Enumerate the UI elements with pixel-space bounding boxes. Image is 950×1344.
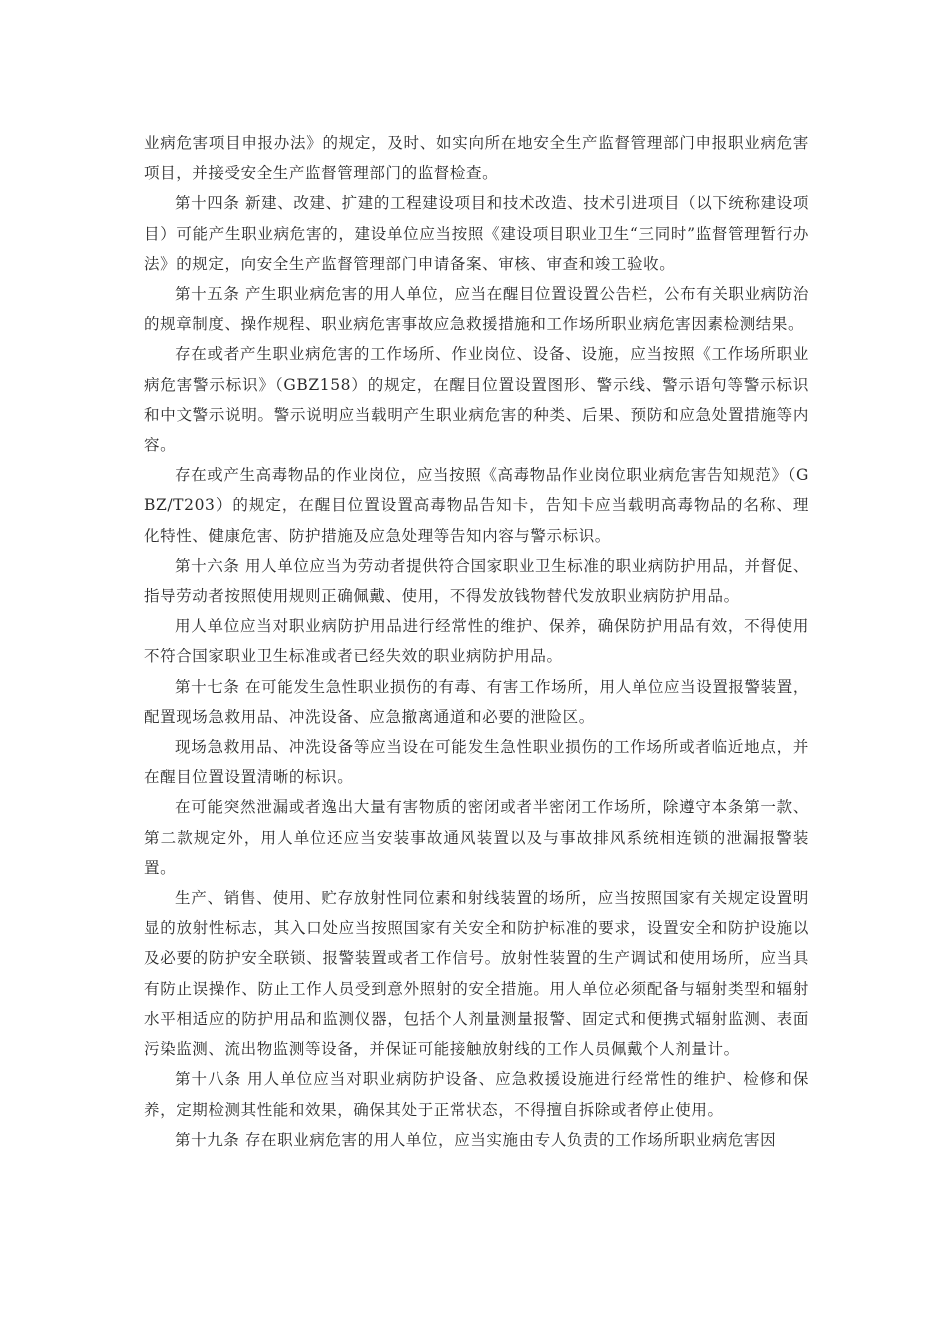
paragraph-protective-maintenance: 用人单位应当对职业病防护用品进行经常性的维护、保养，确保防护用品有效，不得使用不符合国家职业卫生标准或者已经失效的职业病防护用品。	[144, 617, 809, 666]
paragraph-toxic-notice-card: 存在或产生高毒物品的作业岗位，应当按照《高毒物品作业岗位职业病危害告知规范》（GBZ/T203）的规定，在醒目位置设置高毒物品告知卡，告知卡应当载明高毒物品的名称、理化特性、健康危害、防护措施及应急处理等告知内容与警示标识。	[144, 466, 809, 545]
paragraph-leak-ventilation: 在可能突然泄漏或者逸出大量有害物质的密闭或者半密闭工作场所，除遵守本条第一款、第二款规定外，用人单位还应当安装事故通风装置以及与事故排风系统相连锁的泄漏报警装置。	[144, 798, 809, 877]
paragraph-article-17: 第十七条 在可能发生急性职业损伤的有毒、有害工作场所，用人单位应当设置报警装置，配置现场急救用品、冲洗设备、应急撤离通道和必要的泄险区。	[144, 677, 809, 726]
paragraph-article-15: 第十五条 产生职业病危害的用人单位，应当在醒目位置设置公告栏，公布有关职业病防治的规章制度、操作规程、职业病危害事故应急救援措施和工作场所职业病危害因素检测结果。	[144, 285, 809, 334]
paragraph-article-19: 第十九条 存在职业病危害的用人单位，应当实施由专人负责的工作场所职业病危害因	[175, 1130, 777, 1149]
paragraph-article-18: 第十八条 用人单位应当对职业病防护设备、应急救援设施进行经常性的维护、检修和保养，定期检测其性能和效果，确保其处于正常状态，不得擅自拆除或者停止使用。	[144, 1070, 809, 1119]
paragraph-article-14: 第十四条 新建、改建、扩建的工程建设项目和技术改造、技术引进项目（以下统称建设项目）可能产生职业病危害的，建设单位应当按照《建设项目职业卫生“三同时”监督管理暂行办法》的规定，向安全生产监督管理部门申请备案、审核、审查和竣工验收。	[144, 194, 809, 273]
paragraph-first-aid-location: 现场急救用品、冲洗设备等应当设在可能发生急性职业损伤的工作场所或者临近地点，并在醒目位置设置清晰的标识。	[144, 738, 809, 787]
paragraph-article-16: 第十六条 用人单位应当为劳动者提供符合国家职业卫生标准的职业病防护用品，并督促、指导劳动者按照使用规则正确佩戴、使用，不得发放钱物替代发放职业病防护用品。	[144, 556, 809, 606]
paragraph-radiation: 生产、销售、使用、贮存放射性同位素和射线装置的场所，应当按照国家有关规定设置明显的放射性标志，其入口处应当按照国家有关安全和防护标准的要求，设置安全和防护设施以及必要的防护安全联锁、报警装置或者工作信号。放射性装置的生产调试和使用场所，应当具有防止误操作、防止工作人员受到意外照射的安全措施。用人单位必须配备与辐射类型和辐射水平相适应的防护用品和监测仪器，包括个人剂量测量报警、固定式和便携式辐射监测、表面污染监测、流出物监测等设备，并保证可能接触放射线的工作人员佩戴个人剂量计。	[144, 889, 809, 1059]
paragraph-warning-signs: 存在或者产生职业病危害的工作场所、作业岗位、设备、设施，应当按照《工作场所职业病危害警示标识》（GBZ158）的规定，在醒目位置设置图形、警示线、警示语句等警示标识和中文警示说明。警示说明应当载明产生职业病危害的种类、后果、预防和应急处置措施等内容。	[144, 345, 809, 455]
paragraph-continuation: 业病危害项目申报办法》的规定，及时、如实向所在地安全生产监督管理部门申报职业病危害项目，并接受安全生产监督管理部门的监督检查。	[144, 134, 809, 183]
document-body	[144, 128, 809, 1155]
